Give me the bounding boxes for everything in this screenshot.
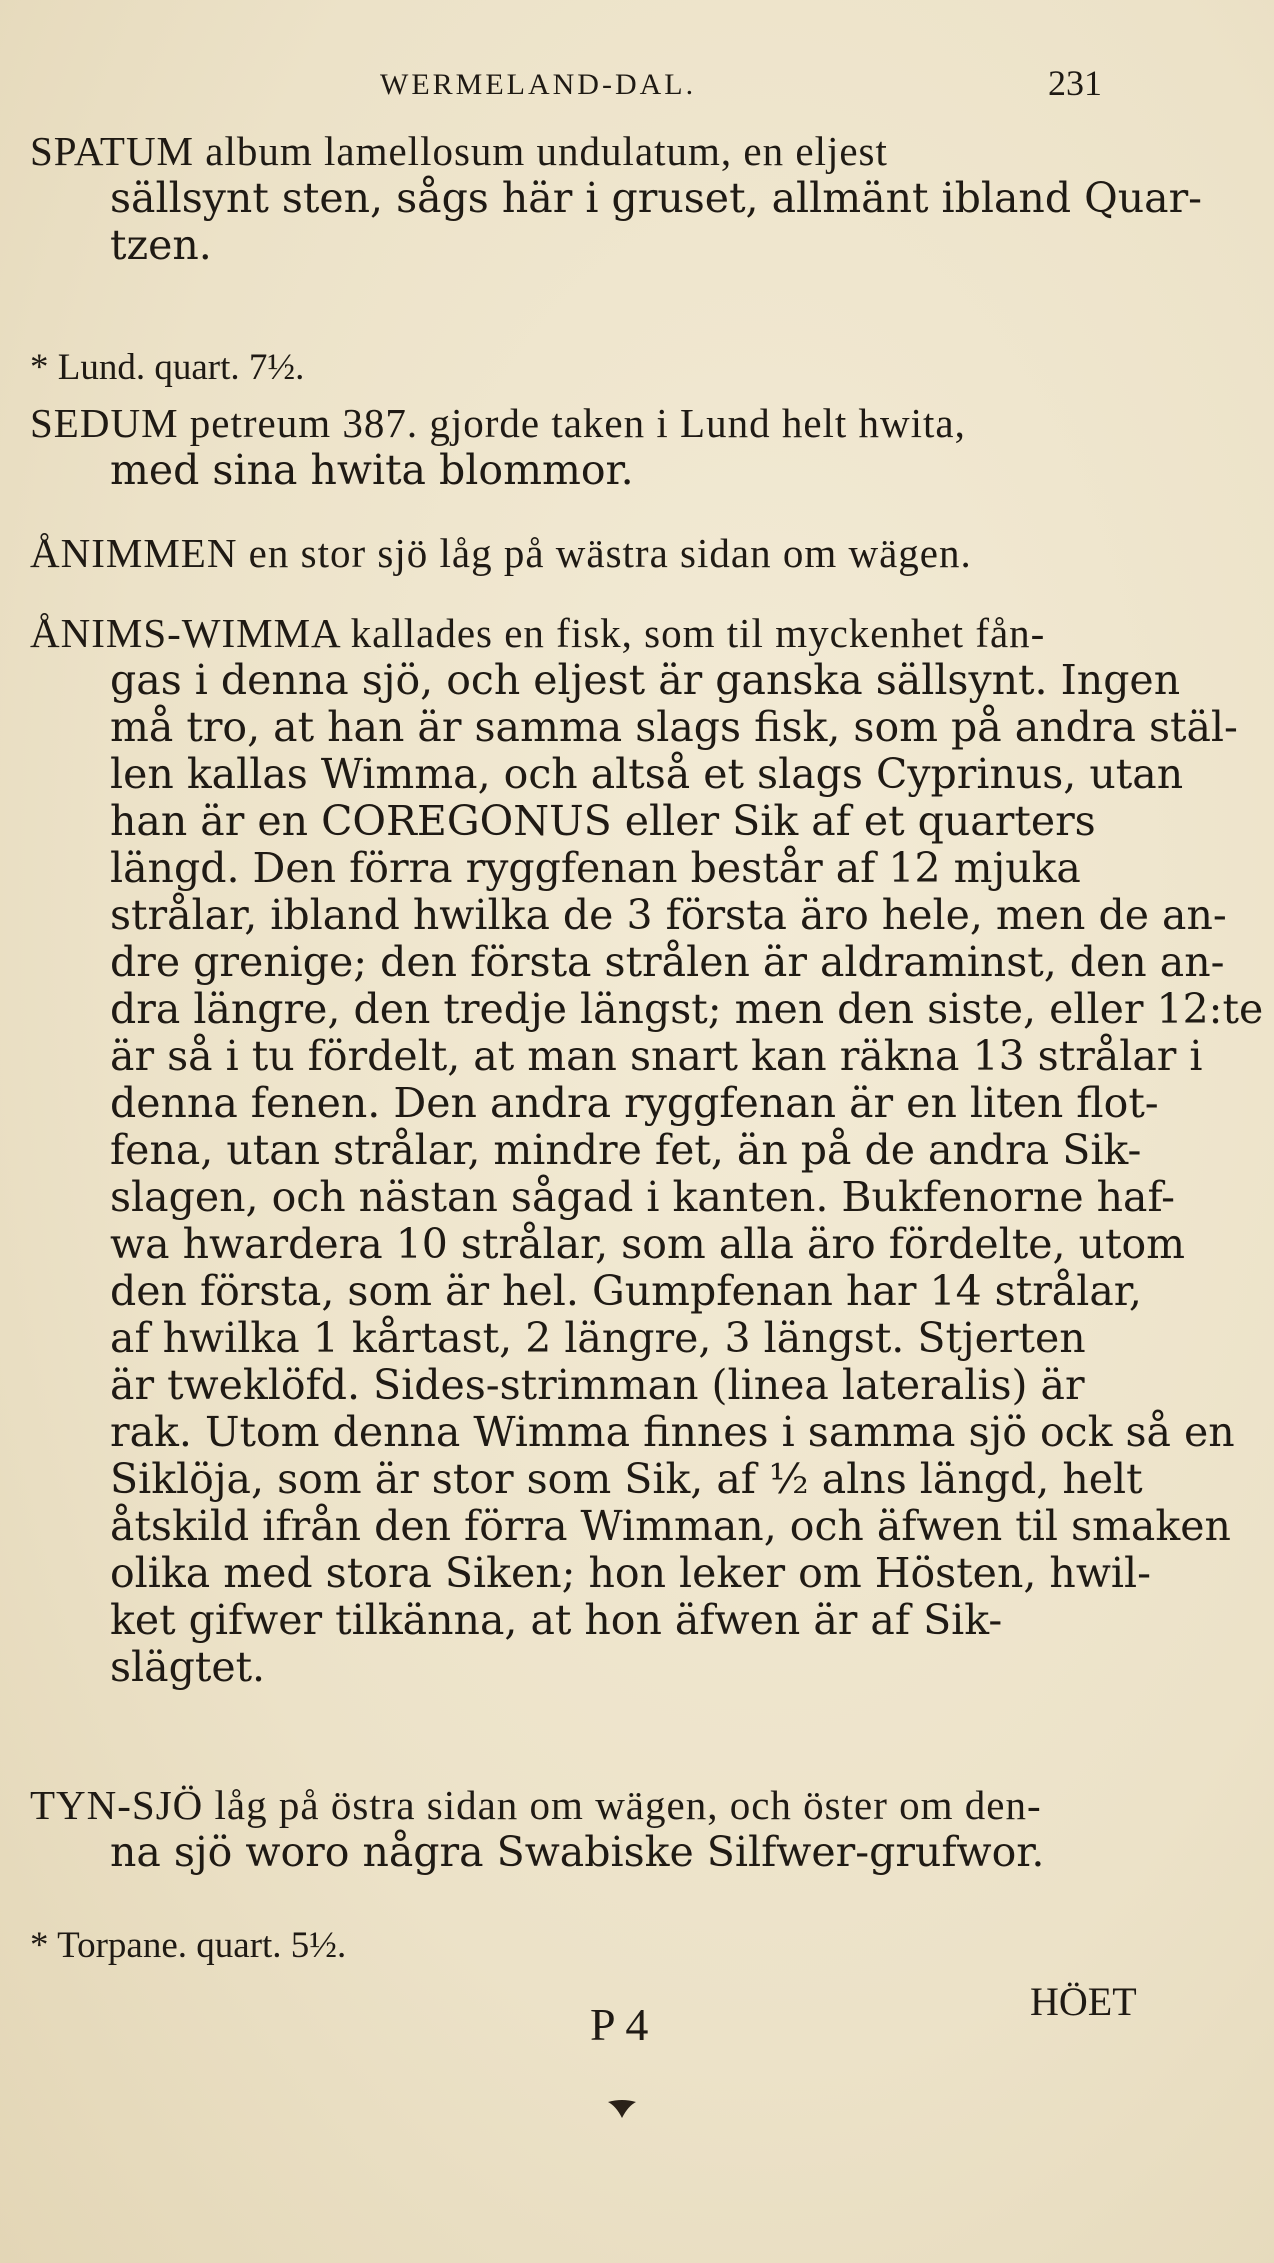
entry-line: är tweklöfd. Sides-strimman (linea lateralis) är: [110, 1361, 1085, 1409]
signature-mark: P 4: [590, 1999, 649, 2050]
entry-line: den första, som är hel. Gumpfenan har 14 strålar,: [110, 1267, 1142, 1315]
entry-line: ket gifwer tilkänna, at hon äfwen är af Sik-: [110, 1596, 1003, 1644]
entry-line: af hwilka 1 kårtast, 2 längre, 3 längst. Stjerten: [110, 1314, 1086, 1362]
entry-line: dre grenige; den första strålen är aldraminst, den an-: [110, 938, 1225, 986]
entry-line: Siklöja, som är stor som Sik, af ½ alns längd, helt: [110, 1455, 1143, 1503]
entry-line: ÅNIMMEN en stor sjö låg på wästra sidan om wägen.: [30, 530, 972, 576]
entry-line: må tro, at han är samma slags fisk, som på andra stäl-: [110, 703, 1238, 751]
entry-line: ÅNIMS-WIMMA kallades en fisk, som til myckenhet fån-: [30, 610, 1046, 656]
entry-anims-wimma: [30, 610, 1264, 1691]
entry-lund: [30, 344, 1210, 391]
entry-line: han är en COREGONUS eller Sik af et quarters: [110, 797, 1096, 845]
entry-line: wa hwardera 10 strålar, som alla äro fördelte, utom: [110, 1220, 1186, 1268]
page-footer: [0, 1978, 1274, 2138]
entry-spatum: [30, 128, 1210, 269]
entry-line: olika med stora Siken; hon leker om Hösten, hwil-: [110, 1549, 1151, 1597]
entry-line: gas i denna sjö, och eljest är ganska sällsynt. Ingen: [110, 656, 1181, 704]
entry-line: åtskild ifrån den förra Wimman, och äfwen til smaken: [110, 1502, 1231, 1550]
entry-line: slägtet.: [110, 1643, 266, 1691]
fleuron-ornament-icon: [606, 2098, 638, 2120]
entry-line: med sina hwita blommor.: [110, 446, 634, 494]
page-number: 231: [1048, 63, 1102, 103]
entry-line: na sjö woro några Swabiske Silfwer-grufwor.: [110, 1828, 1045, 1876]
page-header: [0, 62, 1274, 112]
entry-line: sällsynt sten, sågs här i gruset, allmänt ibland Quar-: [110, 174, 1203, 222]
entry-line: TYN-SJÖ låg på östra sidan om wägen, och öster om den-: [30, 1782, 1042, 1828]
entry-tyn-sjo: [30, 1782, 1210, 1876]
entry-line: tzen.: [110, 221, 212, 269]
catchword: HÖET: [1030, 1979, 1137, 2024]
entry-line: längd. Den förra ryggfenan består af 12 mjuka: [110, 844, 1081, 892]
entry-line: är så i tu fördelt, at man snart kan räkna 13 strålar i: [110, 1032, 1203, 1080]
entry-torpane: [30, 1922, 1210, 1969]
entry-line: fena, utan strålar, mindre fet, än på de andra Sik-: [110, 1126, 1142, 1174]
entry-animmen: [30, 530, 1210, 577]
entry-line: SEDUM petreum 387. gjorde taken i Lund helt hwita,: [30, 400, 966, 446]
entry-line: SPATUM album lamellosum undulatum, en eljest: [30, 128, 888, 174]
running-head: WERMELAND-DAL.: [380, 68, 697, 101]
entry-line: len kallas Wimma, och altså et slags Cyprinus, utan: [110, 750, 1184, 798]
entry-line: strålar, ibland hwilka de 3 första äro hele, men de an-: [110, 891, 1227, 939]
entry-line: rak. Utom denna Wimma finnes i samma sjö ock så en: [110, 1408, 1235, 1456]
entry-line: denna fenen. Den andra ryggfenan är en liten flot-: [110, 1079, 1159, 1127]
location-line: * Torpane. quart. 5½.: [30, 1925, 347, 1966]
entry-line: dra längre, den tredje längst; men den siste, eller 12:te: [110, 985, 1264, 1033]
entry-sedum: [30, 400, 1210, 494]
location-line: * Lund. quart. 7½.: [30, 347, 305, 388]
entry-line: slagen, och nästan sågad i kanten. Bukfenorne haf-: [110, 1173, 1176, 1221]
